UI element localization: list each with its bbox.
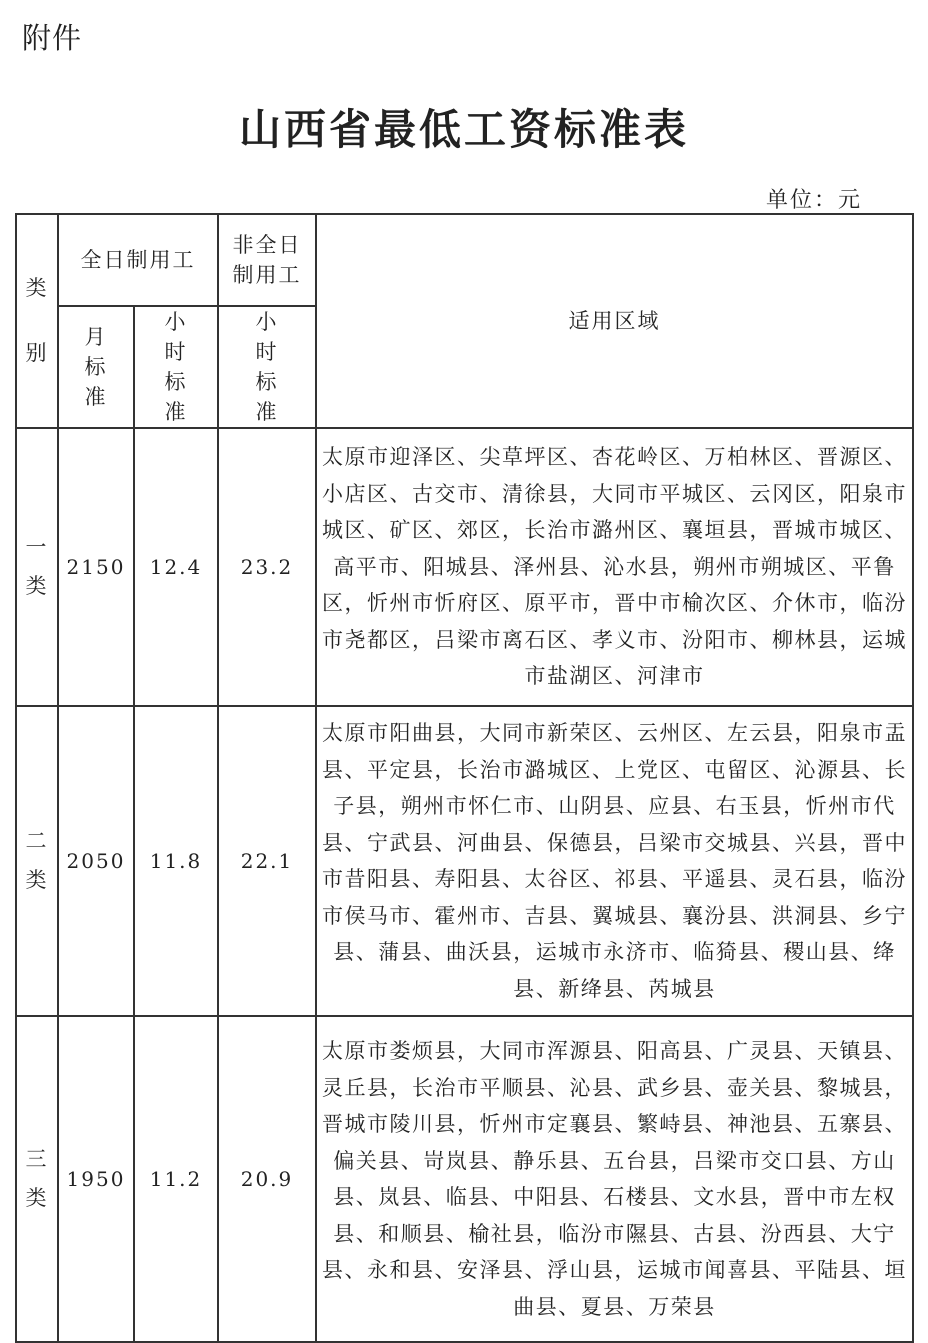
row-category [16,1016,58,1342]
header-parttime-hourly [218,306,316,428]
row-category-bottom: 类 [25,868,49,892]
row-parttime-hourly: 23.2 [218,428,316,706]
row-monthly: 2150 [58,428,134,706]
header-parttime-hourly-label: 小时标准 [255,310,279,424]
row-region: 太原市娄烦县，大同市浑源县、阳高县、广灵县、天镇县、灵丘县，长治市平顺县、沁县、武乡县、壶关县、黎城县，晋城市陵川县，忻州市定襄县、繁峙县、神池县、五寨县、偏关县、岢岚县、静乐县、五台县，吕梁市交口县、方山县、岚县、临县、中阳县、石楼县、文水县，晋中市左权县、和顺县、榆社县，临汾市隰县、古县、汾西县、大宁县、永和县、安泽县、浮山县，运城市闻喜县、平陆县、垣曲县、夏县、万荣县 [316,1016,913,1342]
header-category-bottom: 别 [25,341,49,365]
header-region-label: 适用区域 [568,309,661,333]
row-parttime-hourly: 22.1 [218,706,316,1016]
header-parttime [218,214,316,306]
minimum-wage-table [15,213,914,1343]
row-category [16,706,58,1016]
row-parttime-hourly: 20.9 [218,1016,316,1342]
row-category-top: 二 [25,828,49,853]
row-category-top: 一 [25,534,49,559]
row-hourly: 11.8 [134,706,218,1016]
header-row-1 [16,214,913,306]
header-parttime-label: 非全日制用工 [232,233,302,287]
row-category-bottom: 类 [25,1186,49,1210]
page-title: 山西省最低工资标准表 [238,105,689,154]
header-monthly [58,306,134,428]
header-monthly-label: 月标准 [84,325,108,409]
header-category-top: 类 [25,275,49,300]
table-row [16,1016,913,1342]
row-region: 太原市迎泽区、尖草坪区、杏花岭区、万柏林区、晋源区、小店区、古交市、清徐县，大同市平城区、云冈区，阳泉市城区、矿区、郊区，长治市潞州区、襄垣县，晋城市城区、高平市、阳城县、泽州县、沁水县，朔州市朔城区、平鲁区，忻州市忻府区、原平市，晋中市榆次区、介休市，临汾市尧都区，吕梁市离石区、孝义市、汾阳市、柳林县，运城市盐湖区、河津市 [316,428,913,706]
row-category [16,428,58,706]
row-monthly: 1950 [58,1016,134,1342]
unit-label: 单位：元 [765,188,862,213]
row-hourly: 12.4 [134,428,218,706]
row-category-bottom: 类 [25,574,49,598]
row-category-top: 三 [25,1146,49,1171]
attachment-label: 附件 [22,21,83,55]
header-fulltime-label: 全日制用工 [80,248,196,272]
row-region: 太原市阳曲县，大同市新荣区、云州区、左云县，阳泉市盂县、平定县，长治市潞城区、上党区、屯留区、沁源县、长子县，朔州市怀仁市、山阴县、应县、右玉县，忻州市代县、宁武县、河曲县、保德县，吕梁市交城县、兴县，晋中市昔阳县、寿阳县、太谷区、祁县、平遥县、灵石县，临汾市侯马市、霍州市、吉县、翼城县、襄汾县、洪洞县、乡宁县、蒲县、曲沃县，运城市永济市、临猗县、稷山县、绛县、新绛县、芮城县 [316,706,913,1016]
header-fulltime [58,214,218,306]
table-row [16,428,913,706]
header-category [16,214,58,428]
header-hourly-label: 小时标准 [164,310,188,424]
row-monthly: 2050 [58,706,134,1016]
header-hourly [134,306,218,428]
row-hourly: 11.2 [134,1016,218,1342]
header-region [316,214,913,428]
table-row [16,706,913,1016]
